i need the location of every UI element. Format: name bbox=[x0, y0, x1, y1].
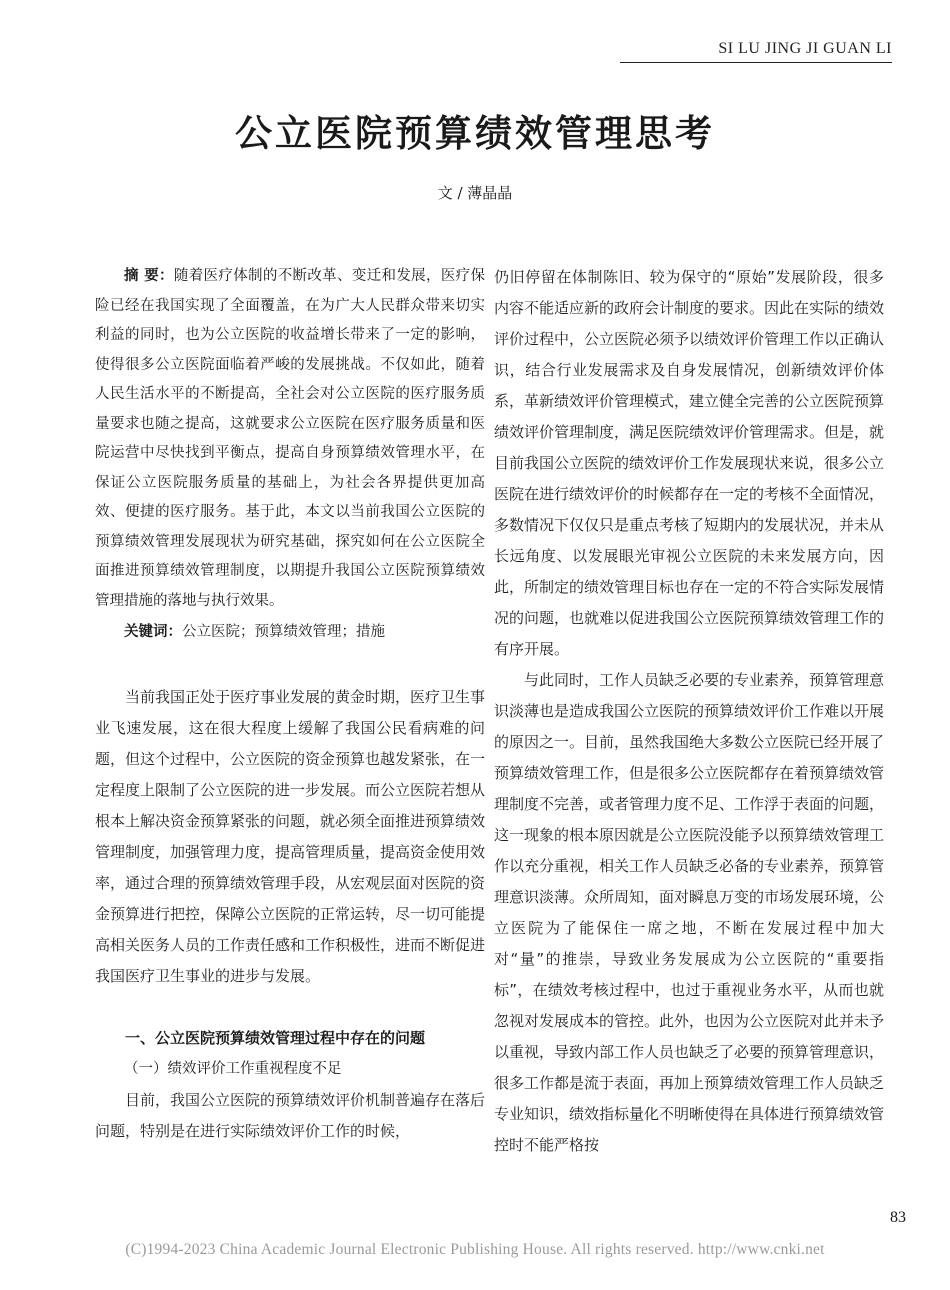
abstract-text: 随着医疗体制的不断改革、变迁和发展，医疗保险已经在我国实现了全面覆盖，在为广大人民群众带来切实利益的同时，也为公立医院的收益增长带来了一定的影响，使得很多公立医院面临着严峻的发展挑战。不仅如此，随着人民生活水平的不断提高，全社会对公立医院的医疗服务质量要求也随之提高，这就要求公立医院在医疗服务质量和医院运营中尽快找到平衡点，提高自身预算绩效管理水平，在保证公立医院服务质量的基础上，为社会各界提供更加高效、便捷的医疗服务。基于此，本文以当前我国公立医院的预算绩效管理发展现状为研究基础，探究如何在公立医院全面推进预算绩效管理制度，以期提升我国公立医院预算绩效管理措施的落地与执行效果。 bbox=[95, 268, 485, 609]
section-heading: 一、公立医院预算绩效管理过程中存在的问题 bbox=[125, 1028, 426, 1047]
abstract bbox=[95, 262, 485, 616]
continued-paragraph: 仍旧停留在体制陈旧、较为保守的“原始”发展阶段，很多内容不能适应新的政府会计制度的要求。因此在实际的绩效评价过程中，公立医院必须予以绩效评价管理工作以正确认识，结合行业发展需求及自身发展情况，创新绩效评价体系，革新绩效评价管理模式，建立健全完善的公立医院预算绩效评价管理制度，满足医院绩效评价管理需求。但是，就目前我国公立医院的绩效评价工作发展现状来说，很多公立医院在进行绩效评价的时候都存在一定的考核不全面情况，多数情况下仅仅只是重点考核了短期内的发展状况，并未从长远角度、以发展眼光审视公立医院的未来发展方向，因此，所制定的绩效管理目标也存在一定的不符合实际发展情况的问题，也就难以促进我国公立医院预算绩效管理工作的有序开展。 bbox=[494, 268, 885, 658]
article-title: 公立医院预算绩效管理思考 bbox=[235, 111, 715, 155]
right-column bbox=[494, 262, 884, 1161]
keywords-text: 公立医院；预算绩效管理；措施 bbox=[182, 624, 385, 640]
running-header: SI LU JING JI GUAN LI bbox=[718, 40, 892, 57]
keywords bbox=[95, 618, 485, 648]
left-column bbox=[95, 262, 485, 1147]
paragraph-staff-awareness: 与此同时，工作人员缺乏必要的专业素养，预算管理意识淡薄也是造成我国公立医院的预算绩效评价工作难以开展的原因之一。目前，虽然我国绝大多数公立医院已经开展了预算绩效管理工作，但是很多公立医院都存在着预算绩效管理制度不完善，或者管理力度不足、工作浮于表面的问题，这一现象的根本原因就是公立医院没能予以预算绩效管理工作以充分重视，相关工作人员缺乏必备的专业素养，预算管理意识淡薄。众所周知，面对瞬息万变的市场发展环境，公立医院为了能保住一席之地，不断在发展过程中加大对“量”的推崇，导致业务发展成为公立医院的“重要指标”，在绩效考核过程中，也过于重视业务水平，从而也就忽视对发展成本的管控。此外，也因为公立医院对此并未予以重视，导致内部工作人员也缺乏了必要的预算管理意识，很多工作都是流于表面，再加上预算绩效管理工作人员缺乏专业知识，绩效指标量化不明晰使得在具体进行预算绩效管控时不能严格按 bbox=[494, 671, 885, 1154]
keywords-label: 关键词： bbox=[124, 624, 182, 640]
byline: 文 / 薄晶晶 bbox=[437, 184, 513, 202]
subsection-paragraph: 目前，我国公立医院的预算绩效评价机制普遍存在落后问题，特别是在进行实际绩效评价工作的时候， bbox=[95, 1090, 486, 1140]
intro-paragraph: 当前我国正处于医疗事业发展的黄金时期，医疗卫生事业飞速发展，这在很大程度上缓解了我国公民看病难的问题，但这个过程中，公立医院的资金预算也越发紧张，在一定程度上限制了公立医院的进一步发展。而公立医院若想从根本上解决资金预算紧张的问题，就必须全面推进预算绩效管理制度，加强管理力度，提高管理质量，提高资金使用效率，通过合理的预算绩效管理手段，从宏观层面对医院的资金预算进行把控，保障公立医院的正常运转，尽一切可能提高相关医务人员的工作责任感和工作积极性，进而不断促进我国医疗卫生事业的进步与发展。 bbox=[95, 687, 486, 985]
subsection-heading: （一）绩效评价工作重视程度不足 bbox=[124, 1060, 342, 1077]
copyright-footer: (C)1994-2023 China Academic Journal Electronic Publishing House. All rights reserved. http://www.cnki.net bbox=[125, 1241, 825, 1258]
header-rule bbox=[620, 62, 892, 63]
page-number: 83 bbox=[890, 1209, 906, 1226]
abstract-label: 摘 要： bbox=[124, 268, 174, 284]
